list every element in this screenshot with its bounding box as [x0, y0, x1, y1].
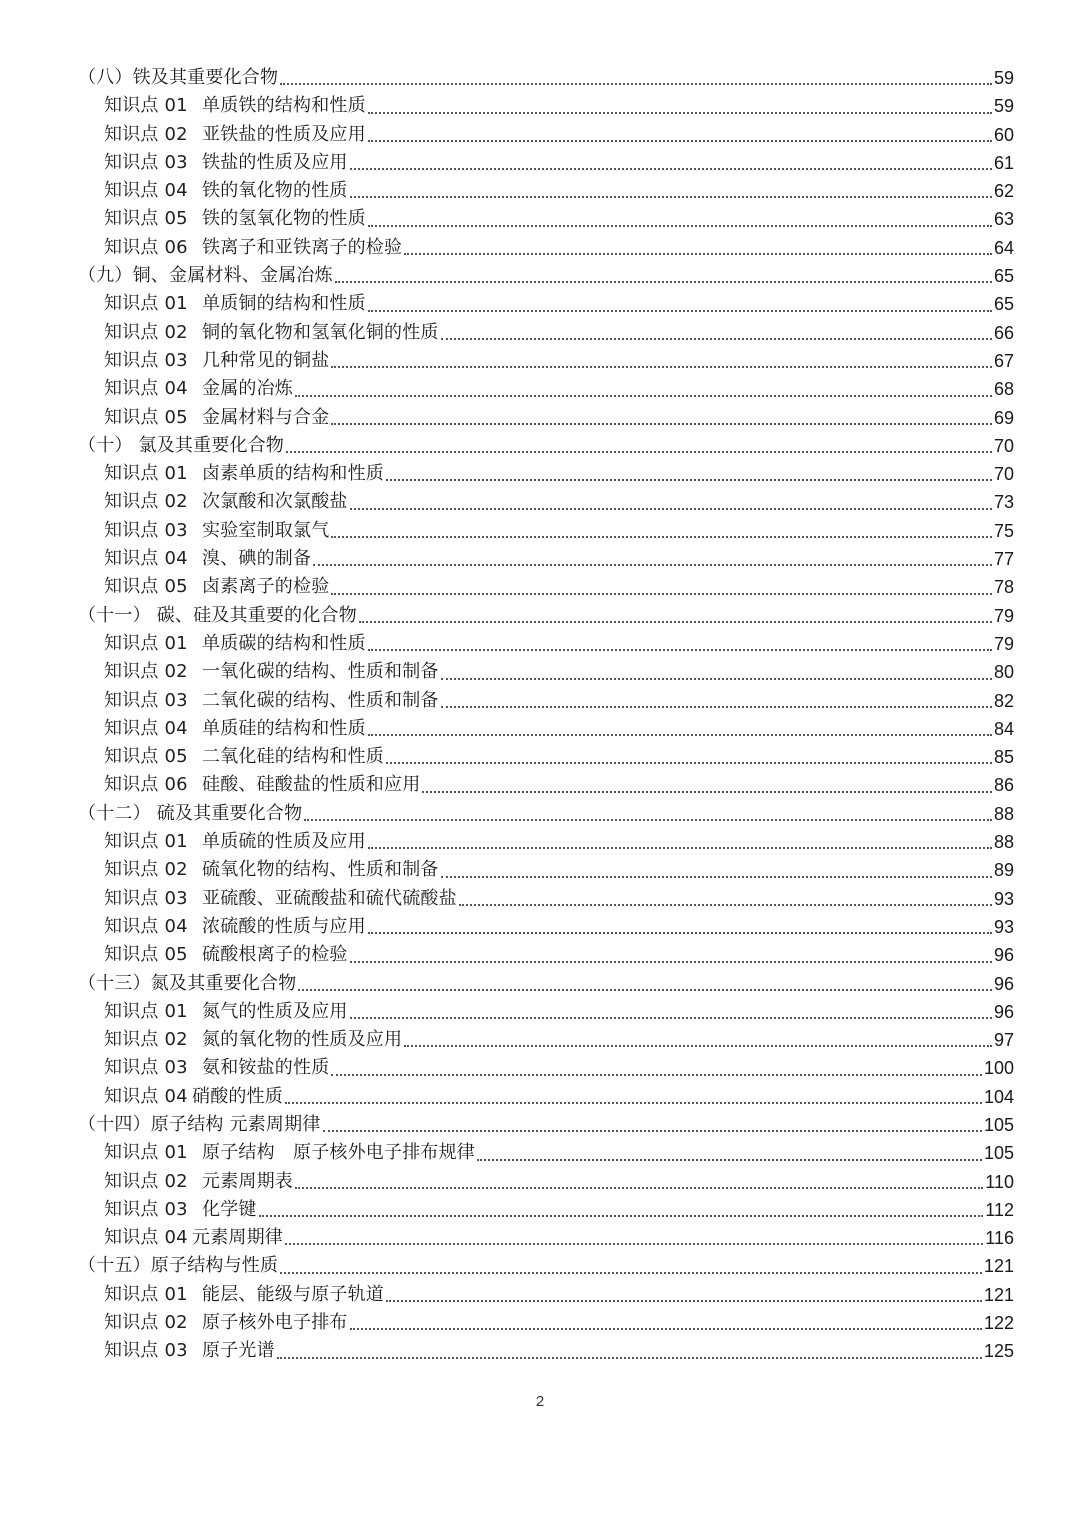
toc-entry-title: 铁盐的性质及应用: [202, 151, 348, 173]
knowledge-point-number: 知识点 03: [104, 151, 188, 173]
toc-knowledge-point-entry[interactable]: [78, 545, 1014, 573]
table-of-contents: [78, 64, 1014, 1366]
toc-entry-label: [104, 460, 384, 488]
toc-page-number: 64: [993, 237, 1014, 258]
toc-page-number: 69: [993, 407, 1014, 428]
toc-knowledge-point-entry[interactable]: [78, 290, 1014, 318]
toc-entry-label: [78, 432, 284, 460]
toc-page-number: 61: [993, 152, 1014, 173]
toc-entry-title: （十四）原子结构 元素周期律: [78, 1113, 321, 1135]
toc-entry-title: （九）铜、金属材料、金属冶炼: [78, 265, 333, 287]
toc-page-number: 67: [993, 350, 1014, 371]
toc-page-number: 93: [993, 916, 1014, 937]
toc-entry-label: [104, 998, 348, 1026]
knowledge-point-number: 知识点 01: [104, 831, 188, 853]
knowledge-point-number: 知识点 04: [104, 548, 188, 570]
knowledge-point-number: 知识点 06: [104, 774, 188, 796]
toc-page-number: 105: [983, 1143, 1014, 1164]
toc-page-number: 62: [993, 181, 1014, 202]
toc-entry-label: [104, 404, 329, 432]
toc-entry-title: 一氧化碳的结构、性质和制备: [202, 661, 439, 683]
toc-section-entry[interactable]: [78, 262, 1014, 290]
toc-page-number: 97: [993, 1030, 1014, 1051]
toc-page-number: 80: [993, 662, 1014, 683]
toc-entry-label: [104, 205, 366, 233]
toc-entry-label: [104, 687, 439, 715]
knowledge-point-number: 知识点 02: [104, 321, 188, 343]
knowledge-point-number: 知识点 01: [104, 1283, 188, 1305]
toc-entry-label: [78, 800, 302, 828]
toc-page-number: 59: [993, 96, 1014, 117]
toc-knowledge-point-entry[interactable]: [78, 998, 1014, 1026]
dot-leader: [404, 1044, 992, 1047]
toc-page-number: 96: [993, 973, 1014, 994]
toc-entry-title: 实验室制取氯气: [202, 519, 330, 541]
toc-knowledge-point-entry[interactable]: [78, 375, 1014, 403]
knowledge-point-number: 知识点 02: [104, 1029, 188, 1051]
dot-leader: [477, 1158, 982, 1161]
toc-entry-title: 单质碳的结构和性质: [202, 632, 366, 654]
toc-entry-label: [104, 743, 384, 771]
dot-leader: [285, 1242, 983, 1245]
knowledge-point-number: 知识点 02: [104, 859, 188, 881]
toc-entry-title: 单质铜的结构和性质: [202, 293, 366, 315]
dot-leader: [331, 592, 992, 595]
toc-entry-label: [104, 630, 366, 658]
toc-page-number: 89: [993, 860, 1014, 881]
toc-knowledge-point-entry[interactable]: [78, 347, 1014, 375]
dot-leader: [441, 337, 992, 340]
toc-knowledge-point-entry[interactable]: [78, 404, 1014, 432]
toc-entry-label: [104, 1054, 329, 1082]
toc-knowledge-point-entry[interactable]: [78, 1196, 1014, 1224]
dot-leader: [368, 309, 992, 312]
toc-entry-title: 元素周期律: [192, 1227, 283, 1249]
knowledge-point-number: 知识点 01: [104, 293, 188, 315]
toc-knowledge-point-entry[interactable]: [78, 1309, 1014, 1337]
toc-entry-label: [104, 573, 329, 601]
dot-leader: [331, 1073, 982, 1076]
toc-entry-label: [104, 771, 420, 799]
toc-knowledge-point-entry[interactable]: [78, 573, 1014, 601]
toc-page-number: 121: [983, 1256, 1014, 1277]
toc-knowledge-point-entry[interactable]: [78, 460, 1014, 488]
toc-page-number: 85: [993, 747, 1014, 768]
toc-knowledge-point-entry[interactable]: [78, 715, 1014, 743]
toc-entry-title: 卤素单质的结构和性质: [202, 463, 384, 485]
toc-entry-label: [104, 913, 366, 941]
toc-page-number: 79: [993, 633, 1014, 654]
dot-leader: [313, 563, 992, 566]
toc-knowledge-point-entry[interactable]: [78, 1168, 1014, 1196]
toc-entry-label: [78, 602, 357, 630]
toc-page-number: 105: [983, 1114, 1014, 1135]
knowledge-point-number: 知识点 06: [104, 236, 188, 258]
toc-entry-title: 二氧化硅的结构和性质: [202, 746, 384, 768]
toc-page-number: 63: [993, 209, 1014, 230]
toc-page-number: 82: [993, 690, 1014, 711]
toc-knowledge-point-entry[interactable]: [78, 1083, 1014, 1111]
toc-knowledge-point-entry[interactable]: [78, 1026, 1014, 1054]
toc-page-number: 70: [993, 464, 1014, 485]
knowledge-point-number: 知识点 03: [104, 1340, 188, 1362]
knowledge-point-number: 知识点 04: [104, 1085, 188, 1107]
toc-page-number: 66: [993, 322, 1014, 343]
toc-entry-title: 铁的氧化物的性质: [202, 180, 348, 202]
toc-entry-title: （十一） 碳、硅及其重要的化合物: [78, 604, 357, 626]
toc-entry-title: 元素周期表: [202, 1170, 293, 1192]
toc-entry-label: [104, 715, 366, 743]
dot-leader: [350, 195, 992, 198]
toc-entry-title: 单质硫的性质及应用: [202, 831, 366, 853]
toc-page-number: 79: [993, 605, 1014, 626]
toc-entry-title: 二氧化碳的结构、性质和制备: [202, 689, 439, 711]
toc-entry-label: [104, 234, 402, 262]
toc-entry-label: [104, 828, 366, 856]
dot-leader: [335, 280, 992, 283]
dot-leader: [323, 1129, 982, 1132]
toc-section-entry[interactable]: [78, 1111, 1014, 1139]
toc-entry-label: [104, 149, 348, 177]
toc-entry-title: （十三）氮及其重要化合物: [78, 972, 297, 994]
page-number: 2: [535, 1393, 545, 1410]
toc-page-number: 84: [993, 718, 1014, 739]
toc-entry-label: [104, 1196, 257, 1224]
toc-page-number: 104: [983, 1086, 1014, 1107]
knowledge-point-number: 知识点 05: [104, 576, 188, 598]
toc-entry-label: [78, 1252, 278, 1280]
knowledge-point-number: 知识点 01: [104, 1142, 188, 1164]
toc-entry-title: 单质硅的结构和性质: [202, 717, 366, 739]
knowledge-point-number: 知识点 03: [104, 349, 188, 371]
toc-entry-label: [104, 545, 311, 573]
knowledge-point-number: 知识点 04: [104, 1227, 188, 1249]
toc-entry-title: 化学键: [202, 1198, 257, 1220]
toc-entry-title: 氮的氧化物的性质及应用: [202, 1029, 403, 1051]
toc-knowledge-point-entry[interactable]: [78, 1337, 1014, 1365]
toc-entry-title: 硅酸、硅酸盐的性质和应用: [202, 774, 421, 796]
toc-page-number: 96: [993, 945, 1014, 966]
toc-section-entry[interactable]: [78, 64, 1014, 92]
toc-entry-title: 单质铁的结构和性质: [202, 95, 366, 117]
toc-knowledge-point-entry[interactable]: [78, 687, 1014, 715]
toc-page-number: 59: [993, 68, 1014, 88]
toc-entry-label: [104, 856, 439, 884]
toc-entry-title: 铁离子和亚铁离子的检验: [202, 236, 403, 258]
dot-leader: [441, 875, 992, 878]
toc-entry-title: 次氯酸和次氯酸盐: [202, 491, 348, 513]
toc-knowledge-point-entry[interactable]: [78, 319, 1014, 347]
dot-leader: [368, 224, 992, 227]
toc-knowledge-point-entry[interactable]: [78, 121, 1014, 149]
toc-section-entry[interactable]: [78, 970, 1014, 998]
dot-leader: [259, 1214, 984, 1217]
toc-entry-title: 硫酸根离子的检验: [202, 944, 348, 966]
toc-knowledge-point-entry[interactable]: [78, 856, 1014, 884]
toc-entry-label: [104, 319, 439, 347]
toc-entry-label: [104, 121, 366, 149]
dot-leader: [368, 648, 992, 651]
toc-knowledge-point-entry[interactable]: [78, 177, 1014, 205]
knowledge-point-number: 知识点 03: [104, 689, 188, 711]
knowledge-point-number: 知识点 01: [104, 632, 188, 654]
dot-leader: [441, 677, 992, 680]
toc-knowledge-point-entry[interactable]: [78, 92, 1014, 120]
toc-page-number: 65: [993, 294, 1014, 315]
toc-entry-label: [104, 347, 329, 375]
toc-entry-title: 卤素离子的检验: [202, 576, 330, 598]
dot-leader: [368, 111, 992, 114]
dot-leader: [331, 422, 992, 425]
dot-leader: [368, 931, 992, 934]
toc-knowledge-point-entry[interactable]: [78, 488, 1014, 516]
toc-section-entry[interactable]: [78, 1252, 1014, 1280]
dot-leader: [422, 790, 992, 793]
toc-entry-label: [104, 1224, 283, 1252]
toc-page-number: 73: [993, 492, 1014, 513]
knowledge-point-number: 知识点 02: [104, 661, 188, 683]
toc-knowledge-point-entry[interactable]: [78, 1139, 1014, 1167]
toc-entry-title: 原子光谱: [202, 1340, 275, 1362]
toc-knowledge-point-entry[interactable]: [78, 149, 1014, 177]
toc-entry-title: （十） 氯及其重要化合物: [78, 434, 285, 456]
toc-entry-label: [104, 1026, 402, 1054]
toc-knowledge-point-entry[interactable]: [78, 658, 1014, 686]
toc-page-number: 116: [985, 1228, 1014, 1249]
dot-leader: [280, 1271, 982, 1274]
toc-page-number: 96: [993, 1001, 1014, 1022]
toc-page-number: 125: [983, 1341, 1014, 1362]
dot-leader: [386, 761, 992, 764]
toc-entry-label: [104, 1309, 348, 1337]
knowledge-point-number: 知识点 02: [104, 1170, 188, 1192]
knowledge-point-number: 知识点 05: [104, 208, 188, 230]
dot-leader: [441, 705, 992, 708]
toc-entry-label: [104, 177, 348, 205]
toc-entry-title: 原子核外电子排布: [202, 1312, 348, 1334]
dot-leader: [368, 733, 992, 736]
toc-knowledge-point-entry[interactable]: [78, 1281, 1014, 1309]
toc-entry-label: [78, 1111, 321, 1139]
knowledge-point-number: 知识点 05: [104, 406, 188, 428]
knowledge-point-number: 知识点 04: [104, 915, 188, 937]
knowledge-point-number: 知识点 01: [104, 1000, 188, 1022]
toc-page-number: 77: [993, 549, 1014, 570]
knowledge-point-number: 知识点 02: [104, 123, 188, 145]
toc-knowledge-point-entry[interactable]: [78, 205, 1014, 233]
knowledge-point-number: 知识点 04: [104, 378, 188, 400]
knowledge-point-number: 知识点 02: [104, 1312, 188, 1334]
toc-section-entry[interactable]: [78, 602, 1014, 630]
dot-leader: [359, 620, 992, 623]
toc-entry-label: [104, 941, 348, 969]
toc-page-number: 93: [993, 888, 1014, 909]
toc-entry-title: 氮气的性质及应用: [202, 1000, 348, 1022]
toc-page-number: 60: [993, 124, 1014, 145]
toc-knowledge-point-entry[interactable]: [78, 771, 1014, 799]
dot-leader: [459, 903, 992, 906]
toc-section-entry[interactable]: [78, 432, 1014, 460]
toc-entry-label: [104, 517, 329, 545]
toc-knowledge-point-entry[interactable]: [78, 234, 1014, 262]
knowledge-point-number: 知识点 01: [104, 95, 188, 117]
toc-page-number: 78: [993, 577, 1014, 598]
toc-entry-label: [104, 658, 439, 686]
dot-leader: [304, 818, 992, 821]
dot-leader: [331, 365, 992, 368]
dot-leader: [368, 846, 992, 849]
dot-leader: [350, 167, 992, 170]
toc-entry-title: 几种常见的铜盐: [202, 349, 330, 371]
knowledge-point-number: 知识点 03: [104, 519, 188, 541]
knowledge-point-number: 知识点 04: [104, 180, 188, 202]
knowledge-point-number: 知识点 05: [104, 746, 188, 768]
toc-entry-title: （十二） 硫及其重要化合物: [78, 802, 303, 824]
toc-entry-label: [78, 64, 278, 92]
toc-page-number: 70: [993, 435, 1014, 456]
knowledge-point-number: 知识点 01: [104, 463, 188, 485]
toc-page-number: 65: [993, 266, 1014, 287]
toc-entry-label: [104, 375, 293, 403]
toc-knowledge-point-entry[interactable]: [78, 941, 1014, 969]
toc-section-entry[interactable]: [78, 800, 1014, 828]
toc-page-number: 121: [983, 1284, 1014, 1305]
dot-leader: [295, 394, 992, 397]
knowledge-point-number: 知识点 02: [104, 491, 188, 513]
toc-knowledge-point-entry[interactable]: [78, 913, 1014, 941]
dot-leader: [286, 450, 992, 453]
toc-page-number: 75: [993, 520, 1014, 541]
toc-entry-title: （十五）原子结构与性质: [78, 1255, 279, 1277]
toc-entry-label: [78, 970, 296, 998]
toc-entry-title: 亚硫酸、亚硫酸盐和硫代硫酸盐: [202, 887, 457, 909]
knowledge-point-number: 知识点 05: [104, 944, 188, 966]
toc-entry-title: 硝酸的性质: [192, 1085, 283, 1107]
toc-entry-title: 原子结构 原子核外电子排布规律: [202, 1142, 475, 1164]
dot-leader: [277, 1356, 982, 1359]
dot-leader: [350, 1327, 982, 1330]
toc-entry-title: 金属材料与合金: [202, 406, 330, 428]
dot-leader: [295, 1186, 983, 1189]
toc-knowledge-point-entry[interactable]: [78, 1224, 1014, 1252]
dot-leader: [404, 252, 992, 255]
dot-leader: [298, 988, 992, 991]
toc-entry-label: [104, 1168, 293, 1196]
toc-knowledge-point-entry[interactable]: [78, 630, 1014, 658]
toc-entry-label: [104, 1083, 283, 1111]
toc-entry-label: [78, 262, 333, 290]
toc-entry-title: 浓硫酸的性质与应用: [202, 915, 366, 937]
toc-page-number: 86: [993, 775, 1014, 796]
toc-entry-title: 铁的氢氧化物的性质: [202, 208, 366, 230]
dot-leader: [368, 139, 992, 142]
dot-leader: [386, 478, 992, 481]
dot-leader: [285, 1101, 982, 1104]
toc-knowledge-point-entry[interactable]: [78, 517, 1014, 545]
toc-entry-title: 铜的氧化物和氢氧化铜的性质: [202, 321, 439, 343]
toc-entry-label: [104, 1337, 275, 1365]
knowledge-point-number: 知识点 03: [104, 887, 188, 909]
dot-leader: [331, 535, 992, 538]
dot-leader: [350, 1016, 992, 1019]
toc-page-number: 68: [993, 379, 1014, 400]
toc-page-number: 112: [985, 1199, 1014, 1220]
toc-entry-label: [104, 885, 457, 913]
toc-knowledge-point-entry[interactable]: [78, 743, 1014, 771]
toc-knowledge-point-entry[interactable]: [78, 828, 1014, 856]
toc-knowledge-point-entry[interactable]: [78, 885, 1014, 913]
toc-entry-label: [104, 1139, 475, 1167]
toc-page-number: 110: [985, 1171, 1014, 1192]
toc-entry-title: 金属的冶炼: [202, 378, 293, 400]
toc-entry-title: 能层、能级与原子轨道: [202, 1283, 384, 1305]
toc-entry-title: 氨和铵盐的性质: [202, 1057, 330, 1079]
toc-entry-label: [104, 488, 348, 516]
toc-entry-title: 溴、碘的制备: [202, 548, 312, 570]
toc-page-number: 88: [993, 832, 1014, 853]
dot-leader: [350, 960, 992, 963]
toc-entry-label: [104, 1281, 384, 1309]
dot-leader: [386, 1299, 982, 1302]
toc-knowledge-point-entry[interactable]: [78, 1054, 1014, 1082]
toc-page-number: 122: [983, 1313, 1014, 1334]
dot-leader: [350, 507, 992, 510]
toc-entry-title: 亚铁盐的性质及应用: [202, 123, 366, 145]
toc-page-number: 100: [983, 1058, 1014, 1079]
toc-entry-label: [104, 92, 366, 120]
knowledge-point-number: 知识点 04: [104, 717, 188, 739]
dot-leader: [280, 82, 992, 85]
toc-entry-title: （八）铁及其重要化合物: [78, 67, 279, 88]
knowledge-point-number: 知识点 03: [104, 1198, 188, 1220]
toc-page-number: 88: [993, 803, 1014, 824]
knowledge-point-number: 知识点 03: [104, 1057, 188, 1079]
toc-entry-title: 硫氧化物的结构、性质和制备: [202, 859, 439, 881]
toc-entry-label: [104, 290, 366, 318]
